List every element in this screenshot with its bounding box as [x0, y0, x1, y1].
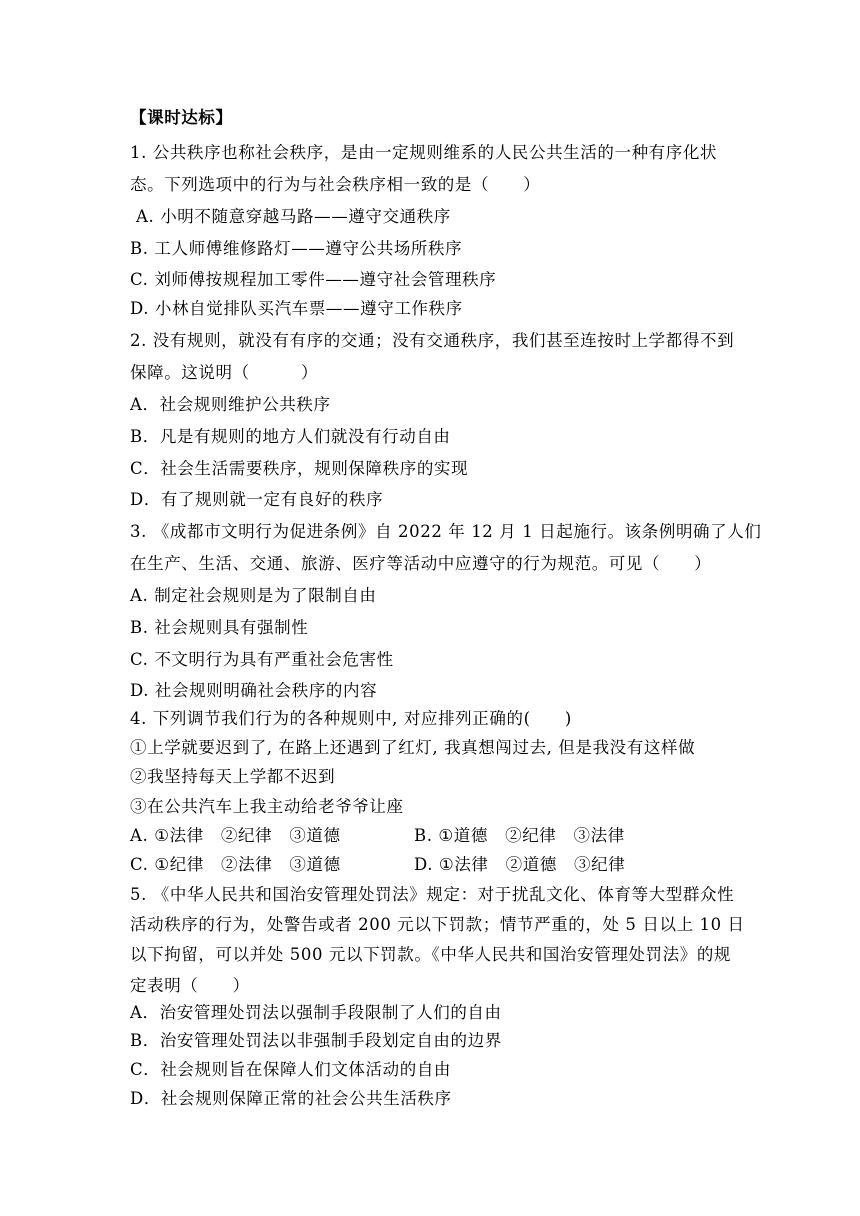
question-4-option-a: A. ①法律 ②纪律 ③道德 — [130, 826, 341, 845]
question-3-option-b: B. 社会规则具有强制性 — [130, 618, 309, 637]
question-2-option-c: C．社会生活需要秩序，规则保障秩序的实现 — [130, 459, 469, 478]
question-1-stem-line-1: 1. 公共秩序也称社会秩序，是由一定规则维系的人民公共生活的一种有序化状 — [130, 143, 718, 162]
section-title: 【课时达标】 — [130, 108, 233, 127]
question-2-option-d: D．有了规则就一定有良好的秩序 — [130, 490, 384, 509]
question-5-stem-line-4: 定表明（ ） — [130, 976, 250, 995]
question-5-option-c: C．社会规则旨在保障人们文体活动的自由 — [130, 1060, 452, 1079]
question-1-option-a: A. 小明不随意穿越马路——遵守交通秩序 — [136, 207, 451, 226]
question-5-option-b: B．治安管理处罚法以非强制手段划定自由的边界 — [130, 1031, 502, 1050]
question-5-stem-line-1: 5. 《中华人民共和国治安管理处罚法》规定：对于扰乱文化、体育等大型群众性 — [130, 885, 735, 904]
question-1-option-d: D. 小林自觉排队买汽车票——遵守工作秩序 — [130, 299, 463, 318]
question-2-stem-line-2: 保障。这说明（ ） — [130, 363, 319, 382]
question-4-option-c: C. ①纪律 ②法律 ③道德 — [130, 855, 341, 874]
question-5-option-d: D．社会规则保障正常的社会公共生活秩序 — [130, 1089, 452, 1108]
question-4-statement-3: ③在公共汽车上我主动给老爷爷让座 — [130, 797, 404, 816]
question-4-option-b: B. ①道德 ②纪律 ③法律 — [414, 826, 625, 845]
question-4-option-d: D. ①法律 ②道德 ③纪律 — [414, 855, 626, 874]
question-3-stem-line-2: 在生产、生活、交通、旅游、医疗等活动中应遵守的行为规范。可见（ ） — [130, 554, 712, 573]
question-3-option-c: C. 不文明行为具有严重社会危害性 — [130, 650, 394, 669]
question-1-option-c: C. 刘师傅按规程加工零件——遵守社会管理秩序 — [130, 270, 497, 289]
question-4-stem-line-1: 4. 下列调节我们行为的各种规则中, 对应排列正确的( ) — [130, 709, 572, 728]
question-1-option-b: B. 工人师傅维修路灯——遵守公共场所秩序 — [130, 239, 463, 258]
question-3-option-a: A. 制定社会规则是为了限制自由 — [130, 586, 377, 605]
question-5-stem-line-2: 活动秩序的行为，处警告或者 200 元以下罚款；情节严重的，处 5 日以上 10 日 — [130, 915, 745, 934]
question-2-stem-line-1: 2. 没有规则，就没有有序的交通；没有交通秩序，我们甚至连按时上学都得不到 — [130, 331, 735, 350]
question-2-option-b: B．凡是有规则的地方人们就没有行动自由 — [130, 427, 451, 446]
question-5-option-a: A．治安管理处罚法以强制手段限制了人们的自由 — [130, 1003, 502, 1022]
question-1-stem-line-2: 态。下列选项中的行为与社会秩序相一致的是（ ） — [130, 175, 541, 194]
question-3-option-d: D. 社会规则明确社会秩序的内容 — [130, 681, 378, 700]
question-3-stem-line-1: 3. 《成都市文明行为促进条例》自 2022 年 12 月 1 日起施行。该条例明确了人们 — [130, 522, 762, 541]
question-4-statement-1: ①上学就要迟到了, 在路上还遇到了红灯, 我真想闯过去, 但是我没有这样做 — [130, 738, 696, 757]
question-4-statement-2: ②我坚持每天上学都不迟到 — [130, 767, 336, 786]
question-5-stem-line-3: 以下拘留，可以并处 500 元以下罚款。《中华人民共和国治安管理处罚法》的规 — [130, 945, 732, 964]
question-2-option-a: A．社会规则维护公共秩序 — [130, 395, 331, 414]
